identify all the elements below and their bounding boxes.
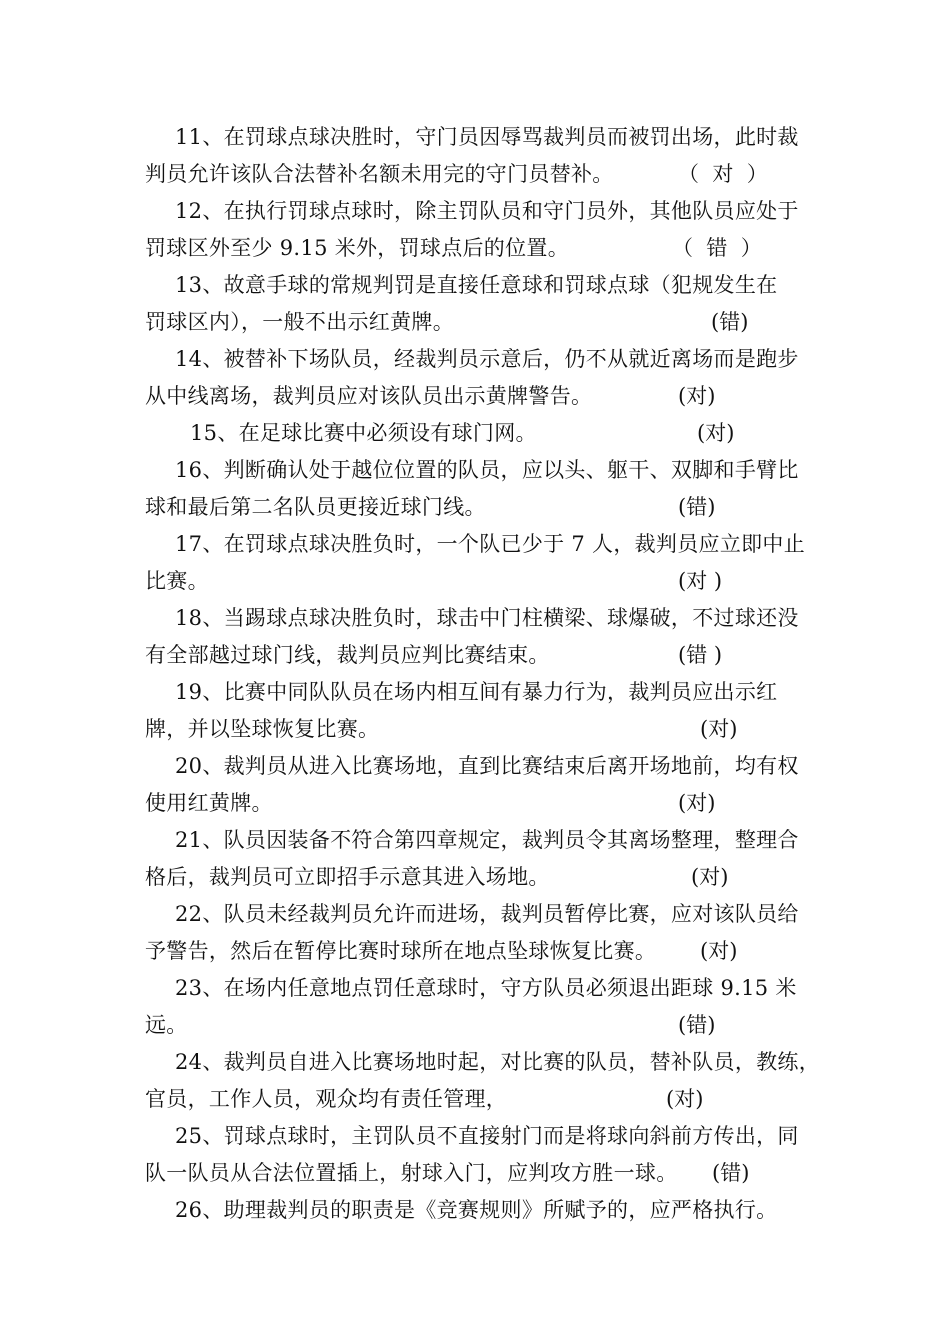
item-22-line2: 予警告，然后在暂停比赛时球所在地点坠球恢复比赛。 [145, 939, 657, 963]
item-17-answer: (对 ) [678, 569, 723, 593]
item-26-line1: 26、助理裁判员的职责是《竞赛规则》所赋予的，应严格执行。 [175, 1198, 778, 1222]
item-19-line2: 牌，并以坠球恢复比赛。 [145, 717, 380, 741]
item-23-line2: 远。 [145, 1013, 188, 1037]
item-18-line2: 有全部越过球门线，裁判员应判比赛结束。 [145, 643, 550, 667]
item-25-answer: (错) [712, 1161, 750, 1185]
item-18-answer: (错 ) [678, 643, 723, 667]
item-24-line2: 官员，工作人员，观众均有责任管理， [145, 1087, 508, 1111]
item-18-line1: 18、当踢球点球决胜负时，球击中门柱横梁、球爆破，不过球还没 [175, 606, 799, 630]
item-25-line1: 25、罚球点球时，主罚队员不直接射门而是将球向斜前方传出，同 [175, 1124, 799, 1148]
item-23-answer: (错) [678, 1013, 716, 1037]
item-16-line2: 球和最后第二名队员更接近球门线。 [145, 495, 486, 519]
item-16-answer: (错) [678, 495, 716, 519]
item-13-line2: 罚球区内），一般不出示红黄牌。 [145, 310, 454, 334]
item-12-answer: （ 错 ） [672, 236, 762, 260]
item-22-answer: (对) [700, 939, 738, 963]
item-20-line2: 使用红黄牌。 [145, 791, 273, 815]
item-24-answer: (对) [666, 1087, 704, 1111]
item-24-line1: 24、裁判员自进入比赛场地时起，对比赛的队员，替补队员，教练， [175, 1050, 821, 1074]
item-25-line2: 队一队员从合法位置插上，射球入门，应判攻方胜一球。 [145, 1161, 678, 1185]
item-21-line1: 21、队员因装备不符合第四章规定，裁判员令其离场整理，整理合 [175, 828, 799, 852]
item-11-line2: 判员允许该队合法替补名额未用完的守门员替补。 [145, 162, 614, 186]
item-23-line1: 23、在场内任意地点罚任意球时，守方队员必须退出距球 9.15 米 [175, 976, 797, 1000]
item-17-line1: 17、在罚球点球决胜负时，一个队已少于 7 人，裁判员应立即中止 [175, 532, 806, 556]
item-20-line1: 20、裁判员从进入比赛场地，直到比赛结束后离开场地前，均有权 [175, 754, 799, 778]
item-13-line1: 13、故意手球的常规判罚是直接任意球和罚球点球（犯规发生在 [175, 273, 778, 297]
item-11-line1: 11、在罚球点球决胜时，守门员因辱骂裁判员而被罚出场，此时裁 [175, 125, 799, 149]
item-12-line1: 12、在执行罚球点球时，除主罚队员和守门员外，其他队员应处于 [175, 199, 799, 223]
item-21-line2: 格后，裁判员可立即招手示意其进入场地。 [145, 865, 550, 889]
item-17-line2: 比赛。 [145, 569, 209, 593]
item-19-line1: 19、比赛中同队队员在场内相互间有暴力行为，裁判员应出示红 [175, 680, 778, 704]
item-20-answer: (对) [678, 791, 716, 815]
item-14-line1: 14、被替补下场队员，经裁判员示意后，仍不从就近离场而是跑步 [175, 347, 799, 371]
item-15-answer: (对) [697, 421, 735, 445]
item-16-line1: 16、判断确认处于越位位置的队员，应以头、躯干、双脚和手臂比 [175, 458, 799, 482]
item-12-line2: 罚球区外至少 9.15 米外，罚球点后的位置。 [145, 236, 570, 260]
item-19-answer: (对) [700, 717, 738, 741]
item-13-answer: (错) [711, 310, 749, 334]
item-11-answer: （ 对 ） [678, 162, 768, 186]
item-21-answer: (对) [691, 865, 729, 889]
item-14-answer: (对) [678, 384, 716, 408]
item-14-line2: 从中线离场，裁判员应对该队员出示黄牌警告。 [145, 384, 593, 408]
item-22-line1: 22、队员未经裁判员允许而进场，裁判员暂停比赛，应对该队员给 [175, 902, 799, 926]
item-15-line1: 15、在足球比赛中必须设有球门网。 [190, 421, 537, 445]
